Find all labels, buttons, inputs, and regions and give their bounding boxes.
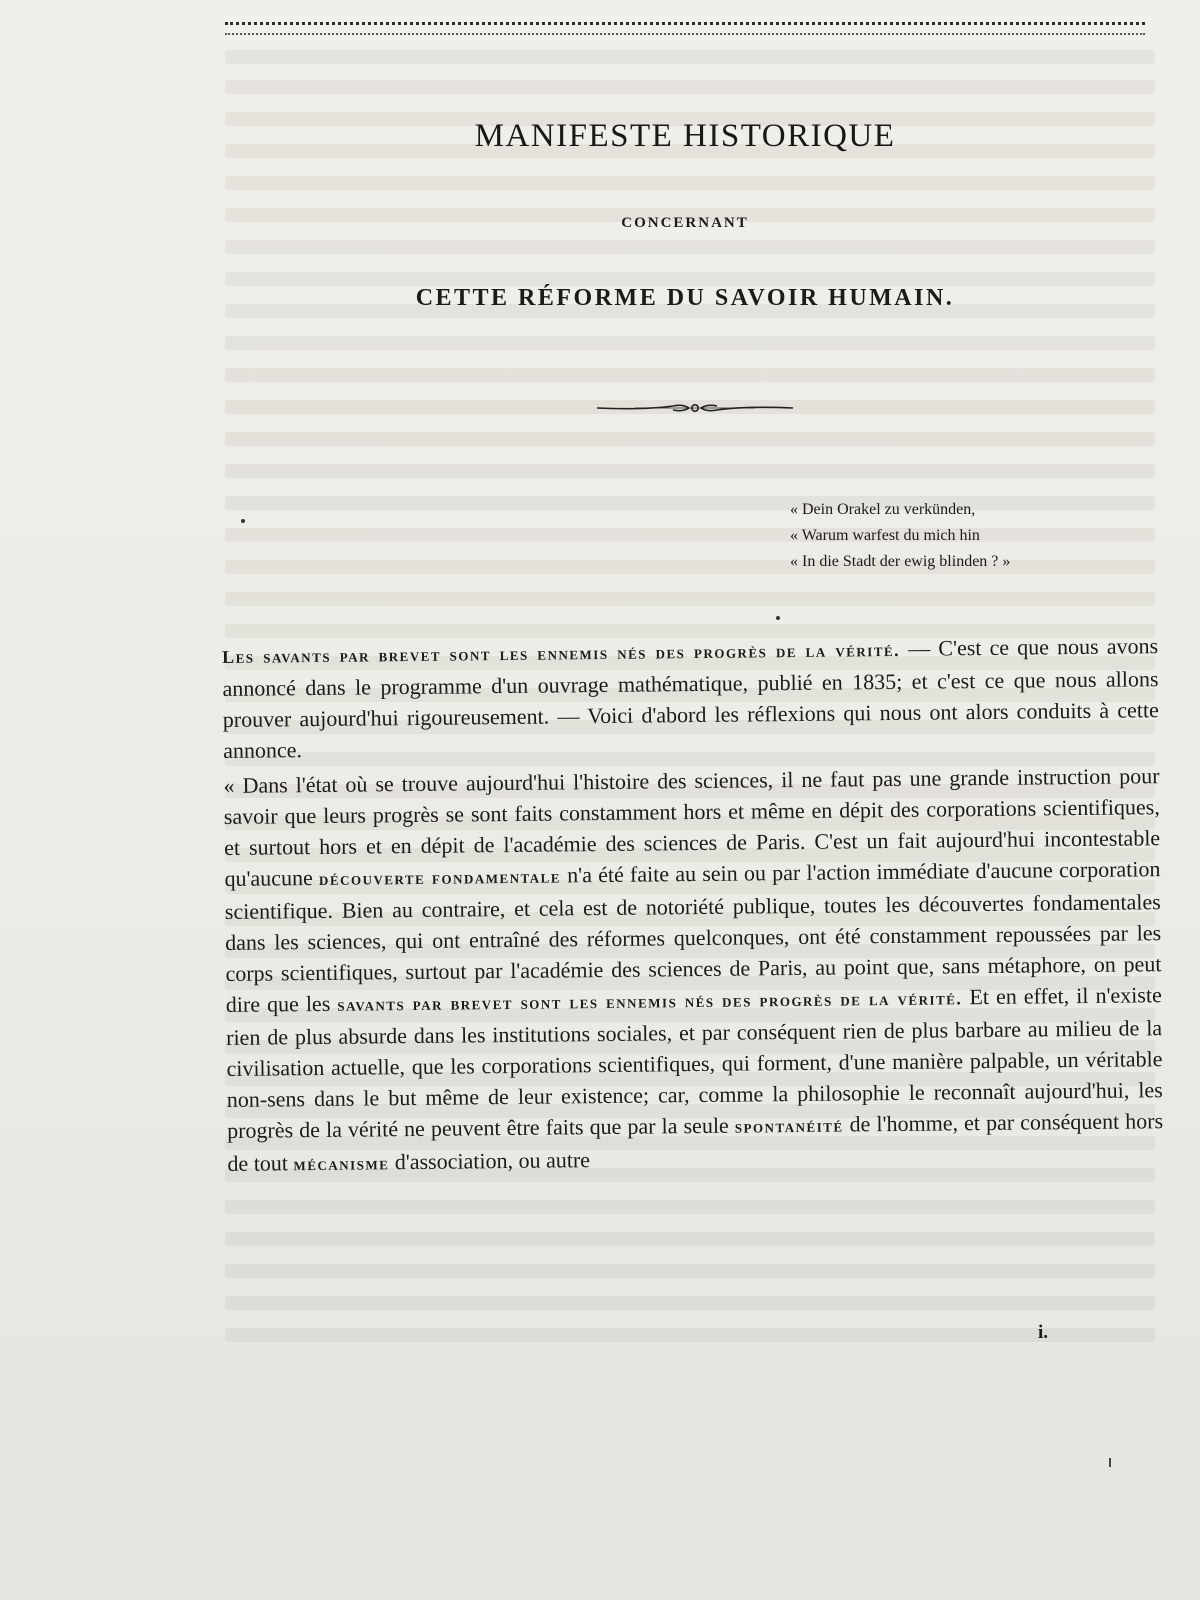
page-subtitle: CONCERNANT bbox=[621, 215, 749, 231]
paragraph-text: — C'est ce que nous avons annoncé dans le programme d'un ouvrage mathématique, publié en 1835; et c'est ce que nous allons prouver aujourd'hui rigoureusement. — Voici d'abord les réflexions qui nous ont alors conduits à cette annonce. bbox=[222, 633, 1159, 763]
small-caps-term: savants par brevet sont les ennemis nés des progrès de la vérité. bbox=[337, 988, 963, 1015]
section-heading: CETTE RÉFORME DU SAVOIR HUMAIN. bbox=[415, 285, 955, 311]
ink-speck bbox=[776, 616, 780, 620]
small-caps-term: spontanéité bbox=[734, 1115, 844, 1137]
page-number: i. bbox=[1038, 1322, 1049, 1343]
paragraph-text: n'a été faite au sein ou par l'action immédiate d'aucune corporation scientifique. Bien au contraire, et cela est de notoriété publique, toutes les découvertes fondamentales dans les sciences, qui ont entraîné des réformes quelconques, ont été constamment repoussées par les corps scientifiques, surtout par l'académie des sciences de Paris, au point que, sans métaphore, on peut dire que les bbox=[224, 856, 1162, 1017]
small-caps-term: découverte fondamentale bbox=[318, 866, 562, 889]
paragraph-1 bbox=[222, 630, 1159, 766]
epigraph bbox=[790, 497, 1140, 575]
margin-mark bbox=[1109, 1458, 1111, 1467]
page-title: MANIFESTE HISTORIQUE bbox=[474, 118, 896, 154]
paragraph-text: de l'homme, et par conséquent hors de tout bbox=[227, 1108, 1164, 1176]
ink-speck bbox=[241, 519, 245, 523]
paragraph-text: « Dans l'état où se trouve aujourd'hui l'histoire des sciences, il ne faut pas une grande instruction pour savoir que leurs progrès se sont faits constamment hors et même en dépit des corporations scientifiques, et surtout hors et en dépit de l'académie des sciences de Paris. C'est un fait aujourd'hui incontestable qu'aucune bbox=[223, 763, 1161, 891]
paragraph-2 bbox=[223, 760, 1163, 1181]
small-caps-lead: Les savants par brevet sont les ennemis nés des progrès de la vérité. bbox=[222, 639, 901, 667]
ornament-divider bbox=[595, 398, 795, 418]
epigraph-line: « Warum warfest du mich hin bbox=[790, 527, 980, 544]
paragraph-text: Et en effet, il n'existe rien de plus absurde dans les institutions sociales, et par conséquent rien de plus barbare au milieu de la civilisation actuelle, que les corporations scientifiques, qui forment, d'une manière palpable, un véritable non-sens dans le but même de leur existence; car, comme la philosophie le reconnaît aujourd'hui, les progrès de la vérité ne peuvent être faits que par la seule bbox=[226, 982, 1163, 1143]
epigraph-line: « Dein Orakel zu verkünden, bbox=[790, 501, 976, 518]
decorative-top-rule bbox=[225, 22, 1145, 35]
body-text bbox=[222, 630, 1164, 1185]
epigraph-line: « In die Stadt der ewig blinden ? » bbox=[790, 553, 1011, 570]
small-caps-term: mécanisme bbox=[293, 1153, 390, 1175]
paragraph-text: d'association, ou autre bbox=[389, 1147, 591, 1175]
